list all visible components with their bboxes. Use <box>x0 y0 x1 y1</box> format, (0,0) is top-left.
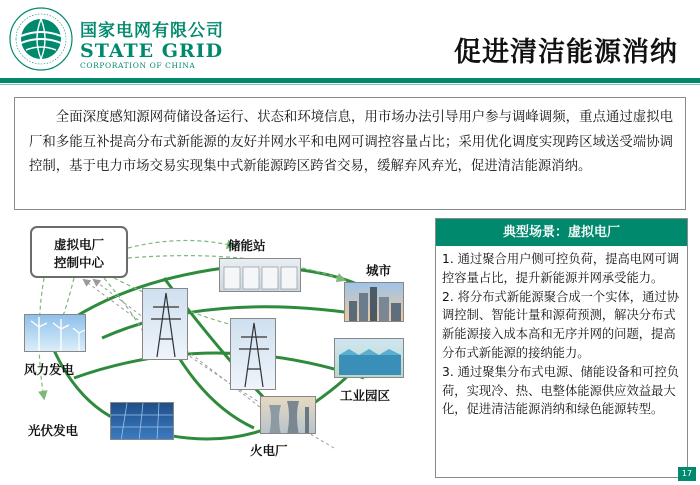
state-grid-globe-icon <box>8 6 74 72</box>
vpp-control-center-box <box>30 226 128 278</box>
logo-english-name: STATE GRID <box>80 40 224 62</box>
factory-roof-icon <box>335 339 404 378</box>
intro-box <box>14 97 686 210</box>
logo-english-subtitle: CORPORATION OF CHINA <box>80 61 196 70</box>
industrial-park-image <box>334 338 404 378</box>
page-number: 17 <box>678 467 696 481</box>
panel-body <box>436 246 687 419</box>
typical-scenario-panel <box>435 218 688 478</box>
storage-label: 储能站 <box>228 238 266 253</box>
wind-turbine-icon <box>25 315 86 352</box>
company-logo <box>8 6 238 72</box>
control-center-label-line1: 虚拟电厂 <box>53 237 104 252</box>
header-divider-thin <box>0 84 700 85</box>
panel-title: 典型场景：虚拟电厂 <box>436 219 687 246</box>
energy-storage-image <box>219 258 301 292</box>
virtual-power-plant-diagram <box>14 218 424 474</box>
industrial-label: 工业园区 <box>340 388 391 403</box>
wind-label: 风力发电 <box>24 362 75 377</box>
transmission-tower-image-right <box>230 318 276 390</box>
scenario-item: 3. 通过聚集分布式电源、储能设备和可控负荷，实现冷、热、电整体能源供应效益最大化，促进清洁能源消纳和绿色能源转型。 <box>442 364 679 417</box>
control-center-label-line2: 控制中心 <box>53 255 104 270</box>
transmission-tower-image-left <box>142 288 188 360</box>
wind-farm-image <box>24 314 86 352</box>
city-skyline-icon <box>345 283 404 322</box>
thermal-label: 火电厂 <box>250 443 288 458</box>
transmission-tower-icon <box>231 319 276 390</box>
transmission-tower-icon <box>143 289 188 360</box>
city-image <box>344 282 404 322</box>
page-title: 促进清洁能源消纳 <box>454 37 678 68</box>
solar-panel-image <box>110 402 174 440</box>
logo-chinese-name: 国家电网有限公司 <box>80 21 224 41</box>
city-label: 城市 <box>366 263 392 278</box>
solar-label: 光伏发电 <box>28 423 79 438</box>
scenario-item: 2. 将分布式新能源聚合成一个实体，通过协调控制、智能计量和源荷预测，解决分布式新能源接入成本高和无序并网的问题，提高分布式新能源的接纳能力。 <box>442 289 679 360</box>
thermal-plant-image <box>260 396 316 434</box>
header-divider <box>0 78 700 83</box>
storage-container-icon <box>220 259 301 292</box>
solar-panel-icon <box>111 403 174 440</box>
cooling-tower-icon <box>261 397 316 434</box>
scenario-item: 1. 通过聚合用户侧可控负荷，提高电网可调控容量占比，提升新能源并网承受能力。 <box>442 252 679 285</box>
intro-text: 全面深度感知源网荷储设备运行、状态和环境信息，用市场办法引导用户参与调峰调频，重点通过虚拟电厂和多能互补提高分布式新能源的友好并网水平和电网可调控容量占比；采用优化调度实现跨区域送受端协调控制，基于电力市场交易实现集中式新能源跨区跨省交易，缓解弃风弃光，促进清洁能源消纳。 <box>29 110 673 174</box>
